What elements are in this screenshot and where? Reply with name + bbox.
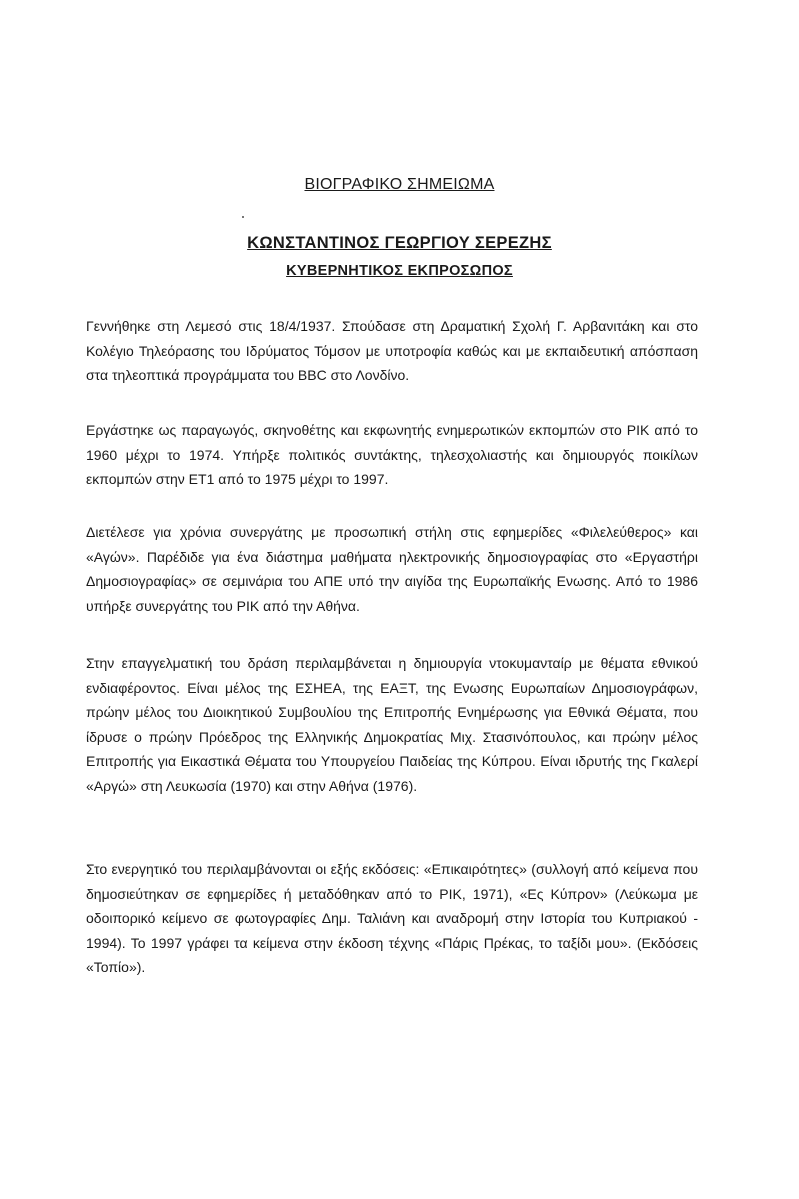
paragraph-journalism: Διετέλεσε για χρόνια συνεργάτης με προσωπική στήλη στις εφημερίδες «Φιλελεύθερος» και «Αγών». Παρέδιδε για ένα διάστημα μαθήματα ηλεκτρονικής δημοσιογραφίας στο «Εργαστήρι Δημοσιογραφίας» σε σεμινάρια του ΑΠΕ υπό την αιγίδα της Ευρωπαϊκής Ενωσης. Από το 1986 υπήρξε συνεργάτης του ΡΙΚ από την Αθήνα. (86, 524, 698, 614)
person-name: ΚΩΝΣΤΑΝΤΙΝΟΣ ΓΕΩΡΓΙΟΥ ΣΕΡΕΖΗΣ (247, 234, 552, 252)
scan-speck (242, 216, 244, 218)
document-title: ΒΙΟΓΡΑΦΙΚΟ ΣΗΜΕΙΩΜΑ (304, 176, 495, 193)
paragraph-professional-activity: Στην επαγγελματική του δράση περιλαμβάνεται η δημιουργία ντοκυμανταίρ με θέματα εθνικού ενδιαφέροντος. Είναι μέλος της ΕΣΗΕΑ, της ΕΑΞΤ, της Ενωσης Ευρωπαίων Δημοσιογράφων, πρώην μέλος του Διοικητικού Συμβουλίου της Επιτροπής Ενημέρωσης για Εθνικά Θέματα, που ίδρυσε ο πρώην Πρόεδρος της Ελληνικής Δημοκρατίας Μιχ. Στασινόπουλος, και πρώην μέλος Επιτροπής για Εικαστικά Θέματα του Υπουργείου Παιδείας της Κύπρου. Είναι ιδρυτής της Γκαλερί «Αργώ» στη Λευκωσία (1970) και στην Αθήνα (1976). (86, 655, 698, 794)
paragraph-career: Εργάστηκε ως παραγωγός, σκηνοθέτης και εκφωνητής ενημερωτικών εκπομπών στο ΡΙΚ από το 1960 μέχρι το 1974. Υπήρξε πολιτικός συντάκτης, τηλεσχολιαστής και δημιουργός ποικίλων εκπομπών στην ΕΤ1 από το 1975 μέχρι το 1997. (86, 422, 698, 487)
person-role: ΚΥΒΕΡΝΗΤΙΚΟΣ ΕΚΠΡΟΣΩΠΟΣ (286, 263, 513, 279)
paragraph-birth-education: Γεννήθηκε στη Λεμεσό στις 18/4/1937. Σπούδασε στη Δραματική Σχολή Γ. Αρβανιτάκη και στο Κολέγιο Τηλεόρασης του Ιδρύματος Τόμσον με υποτροφία καθώς και με εκπαιδευτική απόσπαση στα τηλεοπτικά προγράμματα του BBC στο Λονδίνο. (86, 318, 698, 383)
paragraph-publications: Στο ενεργητικό του περιλαμβάνονται οι εξής εκδόσεις: «Επικαιρότητες» (συλλογή από κείμενα που δημοσιεύτηκαν σε εφημερίδες ή μεταδόθηκαν από το ΡΙΚ, 1971), «Ες Κύπρον» (Λεύκωμα με οδοιπορικό κείμενο σε φωτογραφίες Δημ. Ταλιάνη και αναδρομή στην Ιστορία του Κυπριακού - 1994). Το 1997 γράφει τα κείμενα στην έκδοση τέχνης «Πάρις Πρέκας, το ταξίδι μου». (Εκδόσεις «Τοπίο»). (86, 861, 698, 975)
